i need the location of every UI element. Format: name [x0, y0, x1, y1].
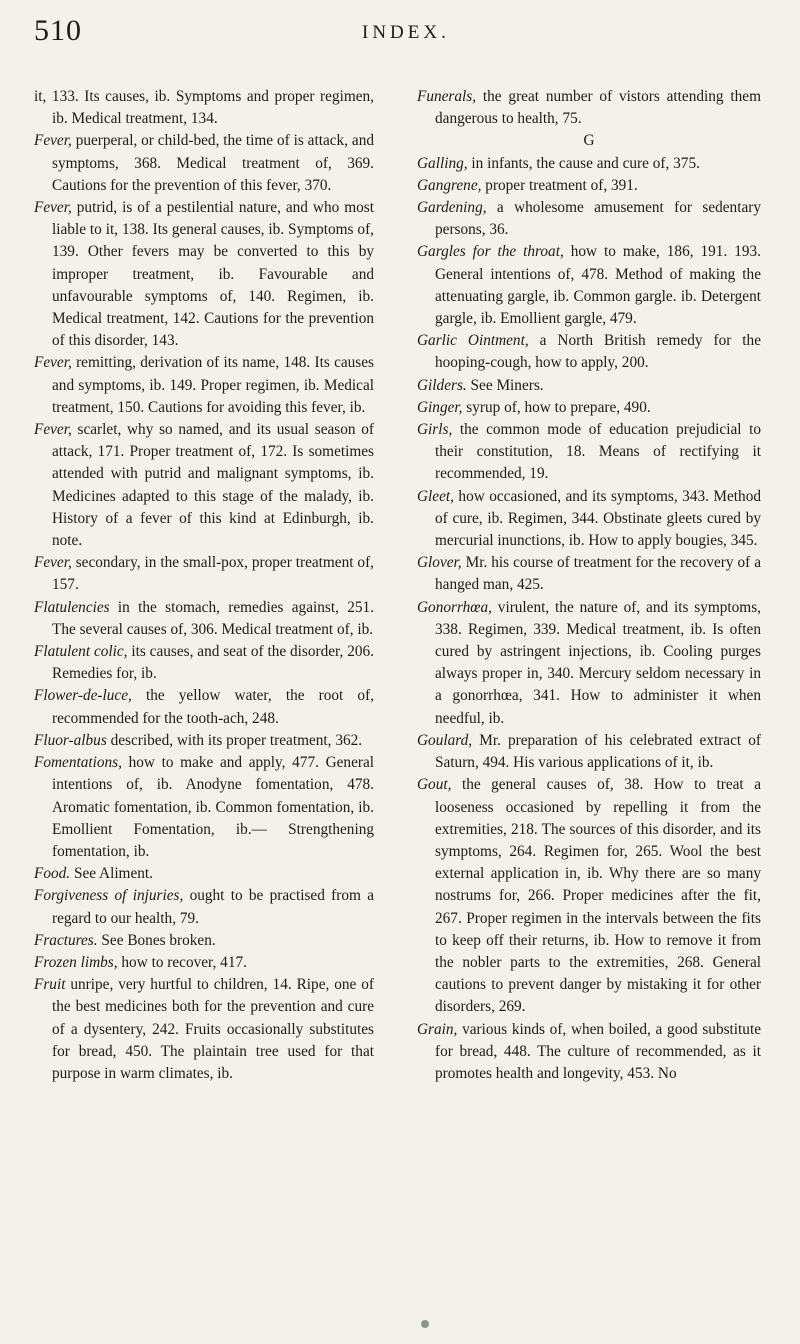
entry-text: how to make, 186, 191. 193. General intentions of, 478. Method of making the attenuating gargle, ib. Common gargle. ib. Detergent gargle, ib. Emollient gargle, 479. — [435, 243, 761, 328]
index-entry — [417, 419, 761, 486]
entry-heading: Girls, — [417, 421, 453, 439]
index-entry — [417, 153, 761, 175]
index-entry — [417, 486, 761, 553]
left-column — [34, 86, 374, 1085]
index-entry — [34, 730, 374, 752]
entry-heading: Flower-de-luce, — [34, 687, 132, 705]
entry-text: syrup of, how to prepare, 490. — [462, 398, 651, 416]
entry-text: the yellow water, the root of, recommended for the tooth-ach, 248. — [52, 687, 374, 727]
entry-heading: Gilders. — [417, 376, 467, 394]
index-entry — [34, 552, 374, 596]
index-entry — [34, 130, 374, 197]
page-header — [0, 10, 800, 50]
entry-heading: Gangrene, — [417, 176, 482, 194]
entry-text: Mr. preparation of his celebrated extract of Saturn, 494. His various applications of it, ib. — [435, 731, 761, 772]
index-entry — [417, 197, 761, 241]
entry-text: how to recover, 417. — [117, 953, 247, 971]
index-entry — [34, 974, 374, 1085]
entry-heading: Gargles for the throat, — [417, 243, 564, 261]
index-entry — [34, 930, 374, 952]
right-column — [417, 86, 761, 1085]
entry-text: how to make and apply, 477. General intentions of, ib. Anodyne fomentation, 478. Aromatic fomentation, ib. Common fomentation, ib. Emollient Fomentation, ib.— Strengthening fomentation, ib. — [52, 754, 374, 860]
entry-heading: Food. — [34, 865, 71, 883]
entry-heading: Fluor-albus — [34, 731, 107, 749]
entry-text: secondary, in the small-pox, proper treatment of, 157. — [52, 554, 374, 594]
entry-text: See Bones broken. — [97, 931, 216, 949]
entry-heading: Fomentations, — [34, 754, 122, 772]
index-entry — [417, 397, 761, 419]
index-entry — [417, 1019, 761, 1086]
entry-text: proper treatment of, 391. — [481, 176, 638, 194]
index-entry — [34, 419, 374, 552]
ornament-dot — [421, 1320, 429, 1328]
entry-heading: Glover, — [417, 554, 462, 572]
entry-text: putrid, is of a pestilential nature, and who most liable to it, 138. Its general causes, ib. Symptoms of, 139. Other fevers may be converted to this by improper treatment, ib. Favourable and unfavourable symptoms of, 140. Regimen, ib. Medical treatment, 142. Cautions for the prevention of this disorder, 143. — [52, 199, 374, 350]
entry-heading: Gonorrhœa, — [417, 598, 492, 616]
entry-text: it, 133. Its causes, ib. Symptoms and proper regimen, ib. Medical treatment, 134. — [34, 88, 374, 128]
index-entry — [34, 641, 374, 685]
entry-heading: Gout, — [417, 776, 452, 794]
entry-heading: Fever, — [34, 554, 72, 572]
entry-text: a North British remedy for the hooping-cough, how to apply, 200. — [435, 332, 761, 372]
entry-heading: Flatulencies — [34, 598, 110, 616]
entry-heading: Fever, — [34, 132, 72, 150]
index-entry — [417, 330, 761, 374]
index-entry — [34, 197, 374, 352]
section-letter: G — [583, 132, 595, 150]
index-entry — [417, 774, 761, 1018]
entry-text: the great number of vistors attending them dangerous to health, 75. — [435, 88, 761, 128]
entry-heading: Frozen limbs, — [34, 953, 118, 971]
index-entry — [417, 597, 761, 730]
entry-heading: Gardening, — [417, 199, 487, 217]
entry-heading: Fever, — [34, 354, 72, 372]
entry-heading: Forgiveness of injuries, — [34, 887, 184, 905]
entry-heading: Ginger, — [417, 398, 463, 416]
entry-text: in infants, the cause and cure of, 375. — [467, 154, 700, 172]
entry-text: scarlet, why so named, and its usual season of attack, 171. Proper treatment of, 172. Is sometimes attended with putrid and malignant symptoms, ib. Medicines adapted to this stage of the malady, ib. History of a fever of this kind at Edinburgh, ib. note. — [52, 421, 374, 550]
index-entry — [417, 241, 761, 330]
entry-heading: Fever, — [34, 199, 72, 217]
entry-text: See Miners. — [466, 376, 544, 394]
entry-heading: Flatulent colic, — [34, 643, 128, 661]
entry-heading: Fruit — [34, 976, 66, 994]
entry-heading: Fever, — [34, 421, 72, 439]
index-entry — [417, 552, 761, 596]
index-entry — [34, 352, 374, 419]
entry-heading: Grain, — [417, 1020, 458, 1038]
entry-text: Mr. his course of treatment for the recovery of a hanged man, 425. — [435, 554, 761, 594]
index-entry — [34, 863, 374, 885]
entry-text: unripe, very hurtful to children, 14. Ripe, one of the best medicines both for the prevention and cure of a dysentery, 242. Fruits occasionally substitutes for bread, 450. The plaintain tree used for that purpose in warm climates, ib. — [52, 976, 374, 1082]
index-entry — [417, 730, 761, 774]
entry-text: See Aliment. — [70, 865, 153, 883]
index-entry — [417, 86, 761, 130]
entry-text: ought to be practised from a regard to our health, 79. — [52, 887, 374, 927]
entry-heading: Goulard, — [417, 731, 473, 749]
entry-text: the general causes of, 38. How to treat a looseness occasioned by repelling it from the extremities, 218. The sources of this disorder, and its symptoms, 264. Regimen for, 265. Wool the best external application in, ib. Why there are so many nostrums for, 266. Proper medicines after the fit, 267. Proper regimen in the intervals between the fits to keep off their returns, ib. How to remove it from the nobler parts to the extremities, 268. General cautions to prevent danger by mistaking it for other disorders, 269. — [435, 776, 761, 1016]
index-entry — [34, 952, 374, 974]
index-entry — [34, 885, 374, 929]
entry-text: described, with its proper treatment, 362. — [106, 731, 363, 749]
entry-heading: Galling, — [417, 154, 468, 172]
entry-text: the common mode of education prejudicial to their constitution, 18. Means of rectifying it recommended, 19. — [435, 421, 761, 483]
entry-text: in the stomach, remedies against, 251. The several causes of, 306. Medical treatment of, ib. — [52, 598, 374, 638]
entry-text: virulent, the nature of, and its symptoms, 338. Regimen, 339. Medical treatment, ib. Is often cured by astringent injections, ib. Cooling purges always proper in, 340. Mercury seldom necessary in a gonorrhœa, 341. How to administer it when needful, ib. — [435, 598, 761, 727]
entry-text: remitting, derivation of its name, 148. Its causes and symptoms, ib. 149. Proper regimen, ib. Medical treatment, 150. Cautions for avoiding this fever, ib. — [52, 354, 374, 416]
entry-text: various kinds of, when boiled, a good substitute for bread, 448. The culture of recommended, as it promotes health and longevity, 453. No — [435, 1020, 761, 1082]
entry-heading: Garlic Ointment, — [417, 332, 529, 350]
index-entry — [417, 375, 761, 397]
running-head: INDEX. — [362, 22, 450, 43]
entry-heading: Funerals, — [417, 88, 477, 105]
index-entry — [34, 752, 374, 863]
entry-text: a wholesome amusement for sedentary persons, 36. — [435, 199, 761, 239]
entry-text: puerperal, or child-bed, the time of is attack, and symptoms, 368. Medical treatment of, 369. Cautions for the prevention of this fever, 370. — [52, 132, 374, 194]
entry-text: its causes, and seat of the disorder, 206. Remedies for, ib. — [52, 643, 374, 683]
entry-heading: Fractures. — [34, 931, 98, 949]
index-entry — [417, 175, 761, 197]
entry-text: how occasioned, and its symptoms, 343. Method of cure, ib. Regimen, 344. Obstinate gleets cured by mercurial inunctions, ib. How to apply bougies, 345. — [435, 487, 761, 550]
index-entry — [34, 685, 374, 729]
index-entry — [34, 597, 374, 641]
index-entry — [34, 86, 374, 130]
entry-heading: Gleet, — [417, 487, 454, 505]
page-number: 510 — [34, 14, 82, 47]
